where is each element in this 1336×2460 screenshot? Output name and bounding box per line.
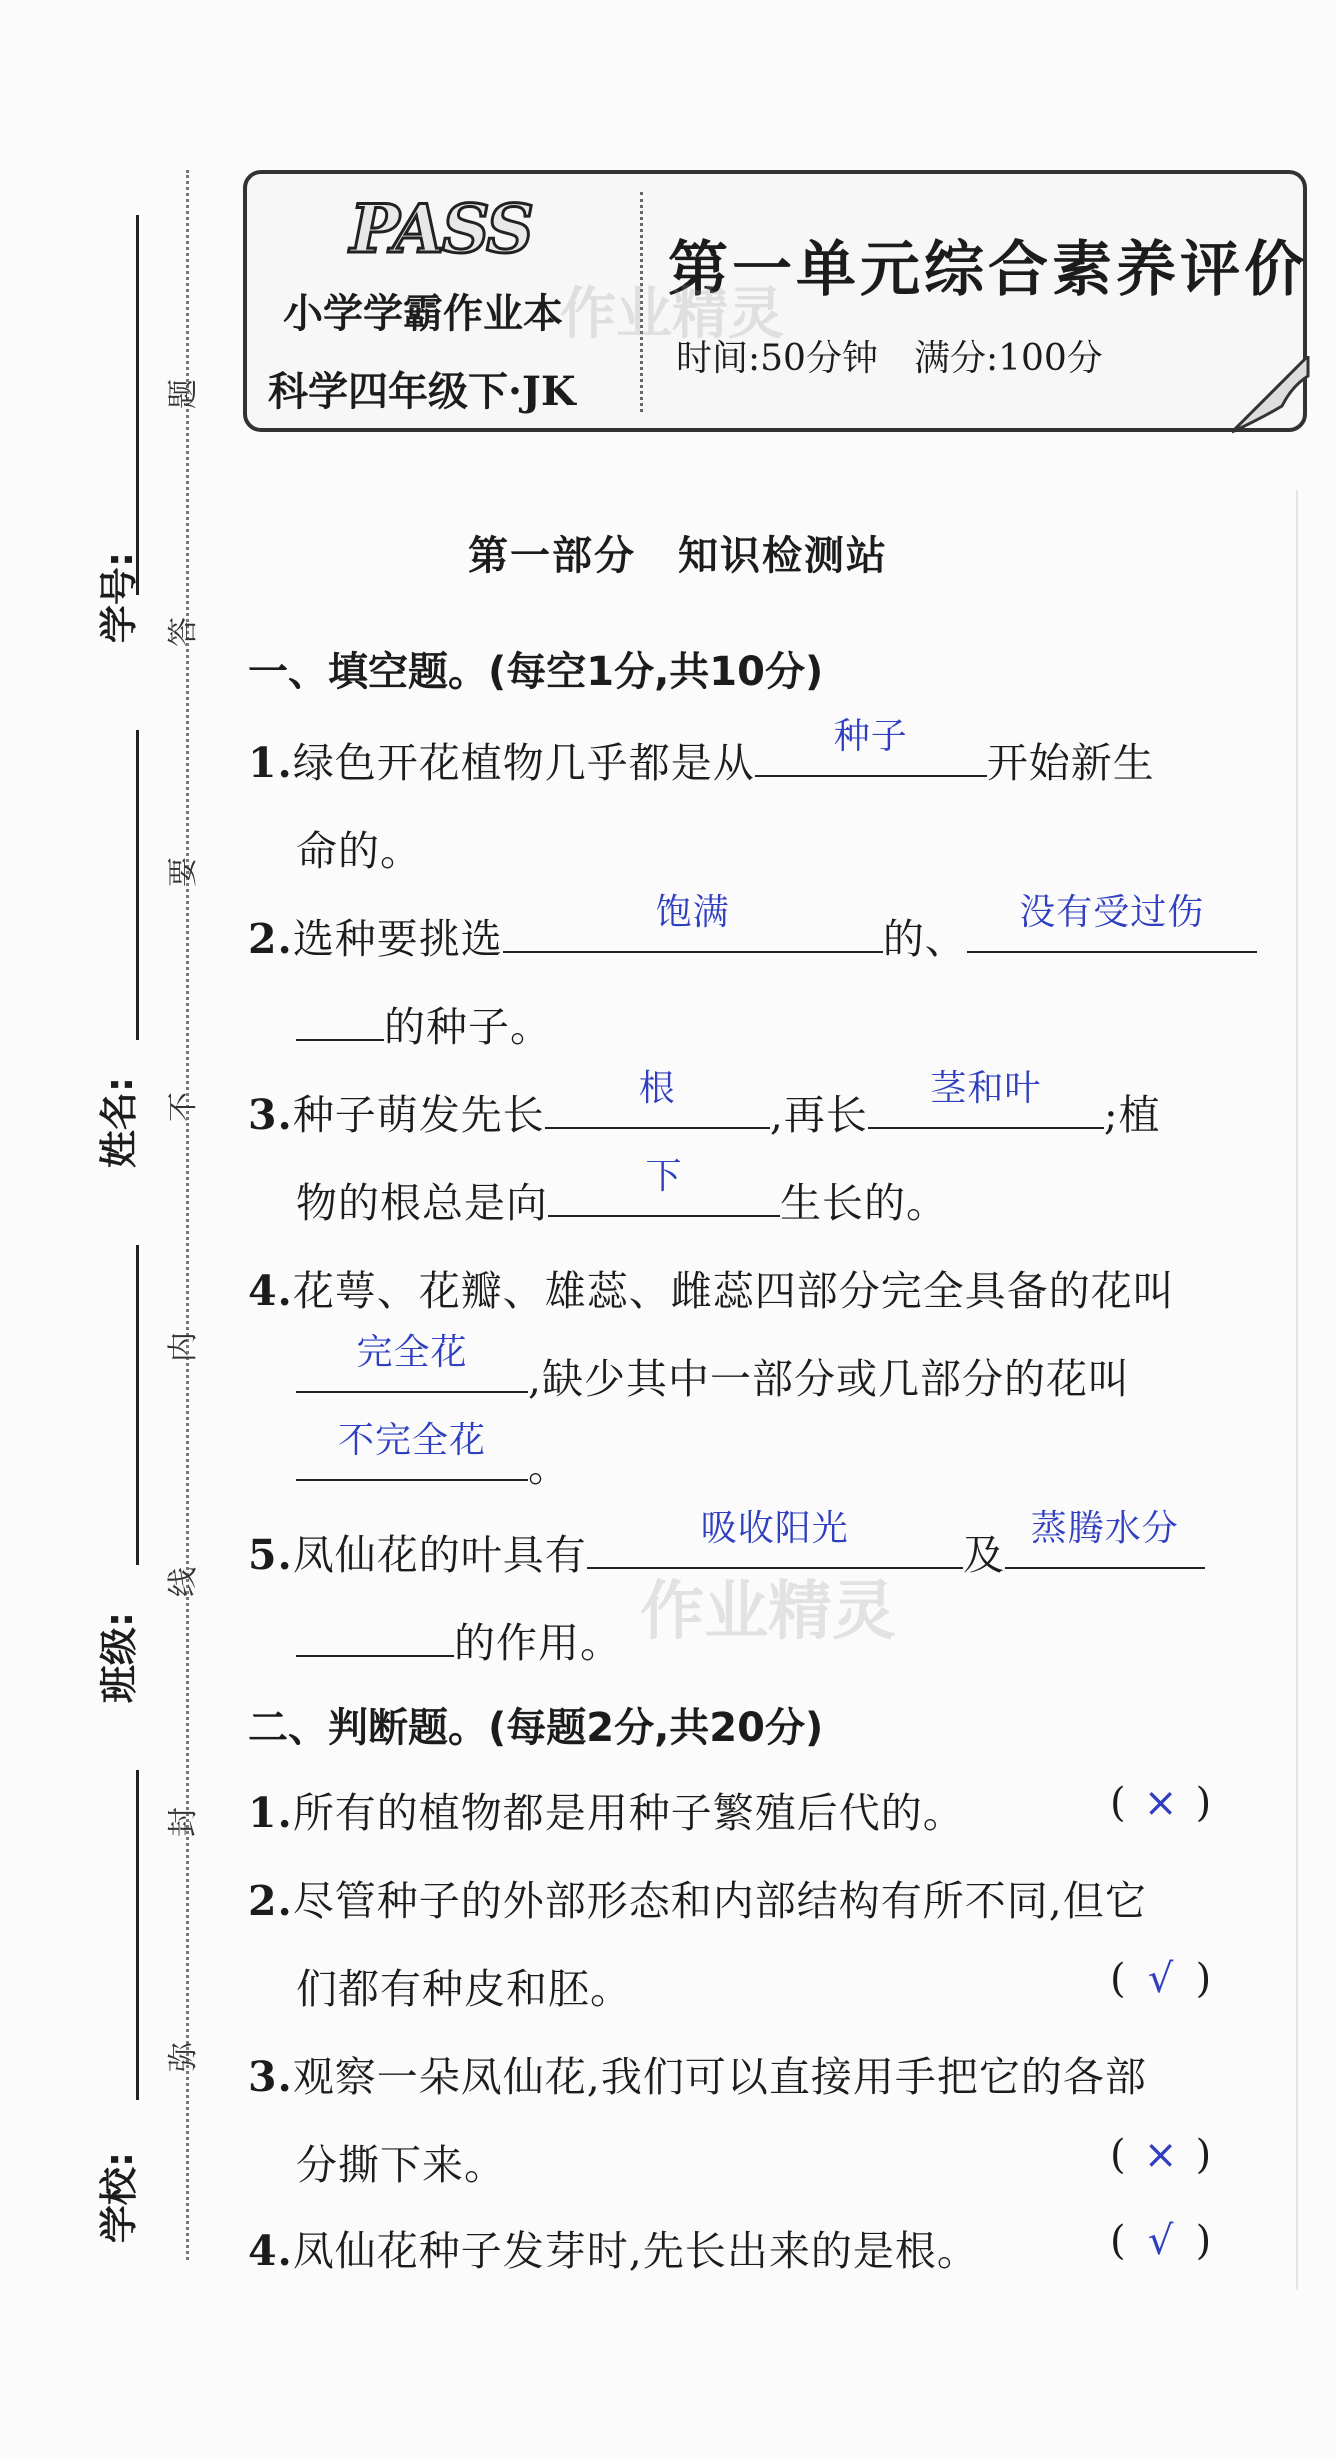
judge-question-2: 2.尽管种子的外部形态和内部结构有所不同,但它 — [248, 1877, 1147, 1925]
judge-answer: ( × ) — [1110, 2132, 1212, 2178]
seal-char: 答 — [166, 617, 201, 647]
answer-blank: 下 — [548, 1170, 780, 1217]
school-line — [136, 1770, 139, 2100]
part-title: 第一部分 知识检测站 — [468, 532, 888, 579]
question-4-cont2: 不完全花 。 — [296, 1434, 570, 1493]
answer-blank — [755, 716, 987, 777]
seal-char: 封 — [166, 1807, 201, 1837]
answer-blank: 茎和叶 — [868, 1082, 1104, 1129]
answer-blank: 完全花 — [296, 1346, 528, 1393]
school-label: 学校: — [97, 2151, 142, 2244]
question-3: 3.种子萌发先长 根 ,再长 茎和叶 ;植 — [248, 1068, 1161, 1140]
section-title: 二、判断题。(每题2分,共20分) — [248, 1705, 824, 1751]
class-line — [136, 1245, 139, 1565]
judge-question-1: 1.所有的植物都是用种子繁殖后代的。 — [248, 1789, 965, 1837]
question-4: 4.花萼、花瓣、雄蕊、雌蕊四部分完全具备的花叫 — [248, 1267, 1175, 1315]
time-score-info: 时间:50分钟 满分:100分 — [676, 338, 1103, 379]
answer-blank: 吸收阳光 — [587, 1522, 963, 1569]
right-border — [1296, 490, 1298, 2290]
brand-logo: PASS — [350, 190, 532, 268]
answer-blank — [296, 1610, 454, 1657]
seal-char: 弥 — [166, 2042, 201, 2072]
question-5: 5.凤仙花的叶具有 吸收阳光 及 蒸腾水分 — [248, 1522, 1205, 1581]
answer-blank: 饱满 — [503, 906, 883, 953]
judge-question-3-cont: 分撕下来。 — [296, 2141, 506, 2189]
judge-question-2-cont: 们都有种皮和胚。 — [296, 1965, 632, 2013]
question-4-cont: 完全花 ,缺少其中一部分或几部分的花叫 — [296, 1346, 1130, 1405]
question-5-cont: 的作用。 — [296, 1610, 622, 1669]
question-3-cont: 物的根总是向 下 生长的。 — [296, 1156, 948, 1228]
judge-answer: ( × ) — [1110, 1780, 1212, 1826]
seal-char: 内 — [166, 1332, 201, 1362]
book-grade: 科学四年级下·JK — [268, 368, 576, 415]
question-2-cont: 的种子。 — [296, 994, 552, 1053]
answer-blank: 没有受过伤 — [967, 906, 1257, 953]
judge-answer: ( √ ) — [1110, 2218, 1212, 2264]
seal-char: 要 — [166, 857, 201, 887]
seal-char: 不 — [166, 1092, 201, 1122]
answer-text: 种子 — [833, 716, 908, 757]
seal-char: 题 — [166, 379, 201, 409]
seal-char: 线 — [166, 1567, 201, 1597]
watermark: 作业精灵 — [560, 282, 784, 347]
class-label: 班级: — [97, 1611, 142, 1704]
answer-blank: 蒸腾水分 — [1005, 1522, 1205, 1569]
seal-dotted-line — [186, 170, 189, 2260]
book-name: 小学学霸作业本 — [283, 291, 563, 337]
student-id-label: 学号: — [97, 551, 142, 644]
watermark: 作业精灵 — [640, 1575, 896, 1649]
question-2: 2.选种要挑选 饱满 的、 没有受过伤 — [248, 906, 1257, 965]
page-curl-icon — [1232, 356, 1312, 436]
judge-question-3: 3.观察一朵凤仙花,我们可以直接用手把它的各部 — [248, 2053, 1147, 2101]
answer-blank: 不完全花 — [296, 1434, 528, 1481]
answer-blank: 根 — [545, 1082, 770, 1129]
judge-answer: ( √ ) — [1110, 1956, 1212, 2002]
judge-question-4: 4.凤仙花种子发芽时,先长出来的是根。 — [248, 2227, 979, 2275]
question-1-cont: 命的。 — [296, 827, 422, 875]
question-1: 1.绿色开花植物几乎都是从 种子 开始新生 — [248, 730, 1155, 789]
unit-title: 第一单元综合素养评价 — [668, 235, 1308, 305]
section-title: 一、填空题。(每空1分,共10分) — [248, 649, 824, 695]
name-line — [136, 730, 139, 1040]
answer-blank — [296, 994, 384, 1041]
name-label: 姓名: — [97, 1076, 142, 1169]
